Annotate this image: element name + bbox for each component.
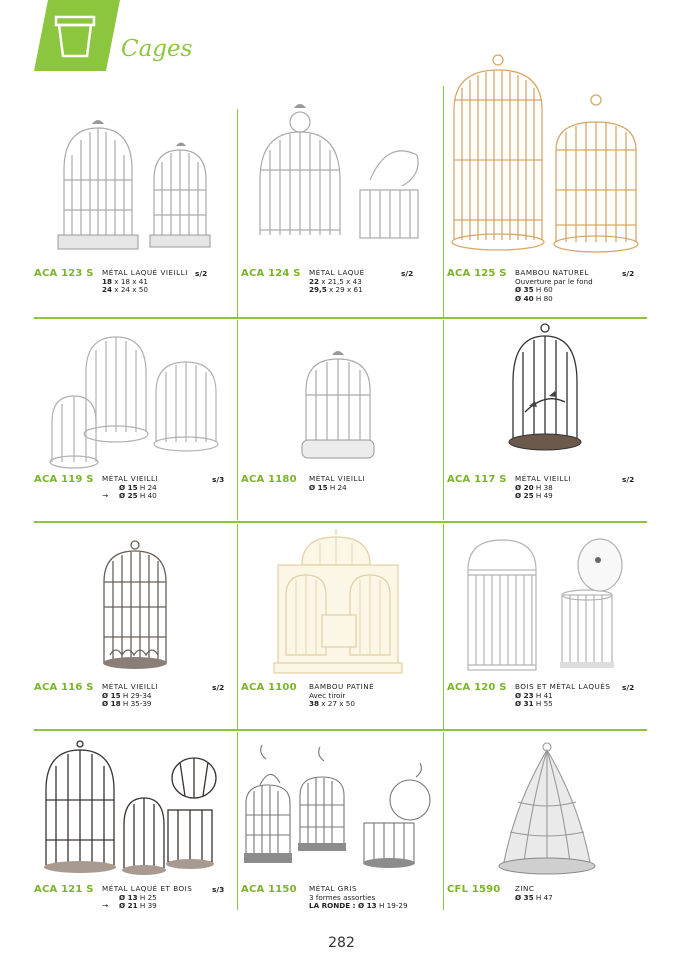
product-description: MÉTAL LAQUÉ VIEILLI 18 x 18 x 41 24 x 24 x 50 — [102, 268, 188, 295]
product-code: ACA 117 S — [447, 474, 507, 485]
product-code: ACA 1180 — [241, 474, 297, 485]
arrow-icon: → — [102, 491, 109, 500]
product-code: ACA 121 S — [34, 884, 94, 895]
product-image-aca-117-s — [505, 322, 585, 462]
product-material: MÉTAL LAQUÉ VIEILLI — [102, 268, 188, 277]
dimension-value: 18 — [102, 276, 113, 286]
product-description: BAMBOU NATUREL Ouverture par le fond Ø 35 H 60 Ø 40 H 80 — [515, 268, 593, 303]
product-description: MÉTAL LAQUÉ 22 x 21,5 x 43 29,5 x 29 x 61 — [309, 268, 365, 295]
product-description: MÉTAL VIEILLI Ø 15 H 24 Ø 25 H 40 — [102, 474, 159, 501]
product-note: Ouverture par le fond — [515, 276, 593, 286]
dimension-value: Ø 35 — [515, 285, 534, 295]
dimension-value: 22 — [309, 276, 320, 286]
dimension-value: Ø 25 — [515, 491, 534, 501]
dimension-value: Ø 21 — [119, 901, 138, 911]
divider — [443, 320, 444, 520]
product-image-aca-123-s — [52, 110, 217, 260]
product-code: ACA 119 S — [34, 474, 94, 485]
product-material: MÉTAL GRIS — [309, 884, 358, 893]
product-material: MÉTAL VIEILLI — [515, 474, 572, 483]
product-code: ACA 125 S — [447, 268, 507, 279]
product-code: ACA 123 S — [34, 268, 94, 279]
divider — [237, 109, 238, 317]
product-code: ACA 120 S — [447, 682, 507, 693]
product-description: MÉTAL VIEILLI Ø 20 H 38 Ø 25 H 49 — [515, 474, 572, 501]
divider — [34, 317, 647, 319]
product-image-aca-119-s — [48, 322, 223, 472]
product-description: MÉTAL VIEILLI Ø 15 H 29-34 Ø 18 H 35-39 — [102, 682, 159, 709]
product-note: 3 formes assorties — [309, 892, 376, 902]
product-code: ACA 1100 — [241, 682, 297, 693]
product-description: MÉTAL GRIS 3 formes assorties LA RONDE : Ø 13 H 19-29 — [309, 884, 408, 911]
arrow-icon: → — [102, 901, 109, 910]
product-note: Avec tiroir — [309, 690, 346, 700]
page-title: Cages — [121, 36, 193, 62]
dimension-value: Ø 13 — [119, 892, 138, 902]
product-material: MÉTAL VIEILLI — [309, 474, 366, 483]
product-image-aca-116-s — [100, 537, 170, 675]
product-image-aca-124-s — [252, 100, 432, 258]
divider — [34, 521, 647, 523]
product-description: BAMBOU PATINÉ Avec tiroir 38 x 27 x 50 — [309, 682, 375, 709]
dimension-value: Ø 35 — [515, 892, 534, 902]
set-quantity: s/3 — [212, 885, 225, 894]
product-image-cfl-1590 — [496, 742, 598, 882]
set-quantity: s/2 — [195, 269, 208, 278]
dimension-value: Ø 25 — [119, 491, 138, 501]
product-material: BAMBOU PATINÉ — [309, 682, 375, 691]
set-quantity: s/2 — [622, 269, 635, 278]
page-number: 282 — [328, 935, 355, 951]
product-material: BOIS ET MÉTAL LAQUÉS — [515, 682, 611, 691]
divider — [237, 732, 238, 910]
product-material: MÉTAL LAQUÉ — [309, 268, 365, 277]
dimension-value: 24 — [102, 285, 113, 295]
dimension-value: Ø 15 — [102, 690, 121, 700]
set-quantity: s/2 — [622, 475, 635, 484]
dimension-value: Ø 15 — [119, 482, 138, 492]
product-description: BOIS ET MÉTAL LAQUÉS Ø 23 H 41 Ø 31 H 55 — [515, 682, 611, 709]
product-image-aca-125-s — [450, 50, 645, 260]
dimension-value: Ø 20 — [515, 482, 534, 492]
product-description: MÉTAL VIEILLI Ø 15 H 24 — [309, 474, 366, 492]
divider — [237, 320, 238, 520]
dimension-value: Ø 15 — [309, 482, 328, 492]
product-image-aca-1180 — [298, 345, 378, 470]
set-quantity: s/2 — [622, 683, 635, 692]
product-material: BAMBOU NATUREL — [515, 268, 589, 277]
product-image-aca-120-s — [460, 530, 635, 678]
product-material: ZINC — [515, 884, 535, 893]
set-quantity: s/3 — [212, 475, 225, 484]
set-quantity: s/2 — [212, 683, 225, 692]
product-material: MÉTAL VIEILLI — [102, 682, 159, 691]
set-quantity: s/2 — [401, 269, 414, 278]
dimension-value: Ø 18 — [102, 699, 121, 709]
divider — [443, 732, 444, 910]
product-code: ACA 1150 — [241, 884, 297, 895]
product-image-aca-1100 — [272, 525, 404, 677]
dimension-value: 29,5 — [309, 285, 327, 295]
product-code: ACA 116 S — [34, 682, 94, 693]
divider — [237, 524, 238, 729]
product-code: CFL 1590 — [447, 884, 501, 895]
product-description: ZINC Ø 35 H 47 — [515, 884, 553, 902]
product-image-aca-121-s — [40, 740, 220, 880]
product-material: MÉTAL LAQUÉ ET BOIS — [102, 884, 193, 893]
dimension-value: Ø 31 — [515, 699, 534, 709]
product-image-aca-1150 — [240, 745, 440, 881]
product-material: MÉTAL VIEILLI — [102, 474, 159, 483]
divider — [443, 524, 444, 729]
dimension-value: Ø 23 — [515, 690, 534, 700]
section-tab — [34, 0, 120, 71]
product-description: MÉTAL LAQUÉ ET BOIS Ø 13 H 25 Ø 21 H 39 — [102, 884, 193, 911]
divider — [34, 729, 647, 731]
dimension-value: 38 — [309, 699, 320, 709]
divider — [443, 86, 444, 317]
dimension-value: LA RONDE : Ø 13 — [309, 901, 377, 911]
dimension-value: Ø 40 — [515, 293, 534, 303]
product-code: ACA 124 S — [241, 268, 301, 279]
